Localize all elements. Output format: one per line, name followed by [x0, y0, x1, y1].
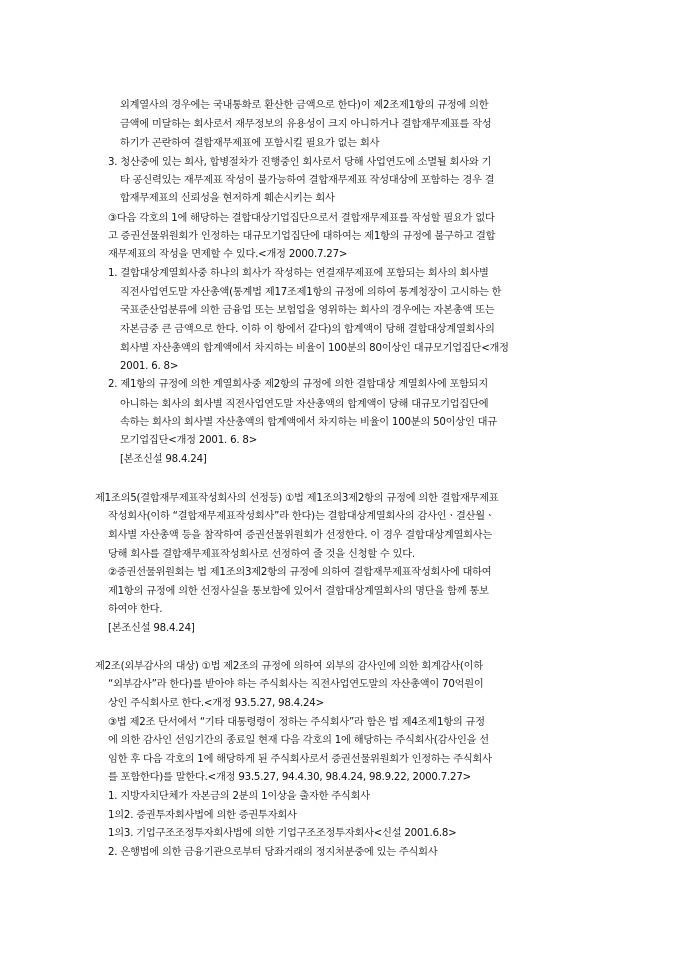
paragraph-start: ③법 제2조 단서에서 “기타 대통령령이 정하는 주식회사”라 함은 법 제4조제1항의 규정: [108, 716, 485, 728]
text-line: 작성회사(이하 “결합재무제표작성회사”라 한다)는 결합대상계열회사의 감사인ㆍ결산월ㆍ: [108, 511, 495, 522]
list-item: 1. 결합대상계열회사중 하나의 회사가 작성하는 연결재무제표에 포함되는 회사의 회사별: [108, 268, 489, 280]
list-item: 2. 은행법에 의한 금융기관으로부터 당좌거래의 정지처분중에 있는 주식회사: [108, 847, 438, 858]
text-line: 하여야 한다.: [108, 604, 163, 616]
text-line: 에 의한 감사인 선임기간의 종료일 현재 다음 각호의 1에 해당하는 주식회사(감사인을 선: [108, 735, 489, 747]
text-line: 당해 회사를 결합재무제표작성회사로 선정하여 줄 것을 신청할 수 있다.: [108, 548, 415, 560]
article-heading-line: 제1조의5(결합재무제표작성회사의 선정등) ①법 제1조의3제2항의 규정에 의한 결합재무제표: [95, 492, 499, 504]
note-line: [본조신설 98.4.24]: [108, 622, 195, 634]
text-line: 회사별 자산총액의 합계액에서 차지하는 비율이 100분의 80이상인 대규모기업집단<개정: [120, 342, 509, 354]
text-line: 자본금중 큰 금액으로 한다. 이하 이 항에서 같다)의 합계액이 당해 결합대상계열회사의: [120, 324, 495, 336]
text-line: 회사별 자산총액 등을 참작하여 증권선물위원회가 선정한다. 이 경우 결합대상계열회사는: [108, 530, 493, 542]
text-line: 를 포함한다)를 말한다.<개정 93.5.27, 94.4.30, 98.4.24, 98.9.22, 2000.7.27>: [108, 772, 471, 783]
text-line: 타 공신력있는 재무제표 작성이 불가능하여 결합재무제표 작성대상에 포함하는 경우 결: [120, 175, 495, 186]
text-line: 재무제표의 작성을 면제할 수 있다.<개정 2000.7.27>: [108, 249, 348, 261]
list-item: 3. 청산중에 있는 회사, 합병절차가 진행중인 회사로서 당해 사업연도에 소멸될 회사와 기: [108, 156, 492, 168]
text-line: 직전사업연도말 자산총액(통계법 제17조제1항의 규정에 의하여 통계청장이 고시하는 한: [120, 286, 502, 298]
list-item: 1의3. 기업구조조정투자회사법에 의한 기업구조조정투자회사<신설 2001.6.8>: [108, 827, 457, 839]
list-item: 1. 지방자치단체가 자본금의 2분의 1이상을 출자한 주식회사: [108, 791, 370, 803]
text-line: 임한 후 다음 각호의 1에 해당하게 된 주식회사로서 증권선물위원회가 인정하는 주식회사: [108, 753, 492, 765]
paragraph-start: ②증권선물위원회는 법 제1조의3제2항의 규정에 의하여 결합재무제표작성회사에 대하여: [108, 566, 492, 578]
text-line: 금액에 미달하는 회사로서 재무정보의 유용성이 크지 아니하거나 결합재무제표를 작성: [120, 119, 492, 131]
text-line: 국표준산업분류에 의한 금융업 또는 보험업을 영위하는 회사의 경우에는 자본총액 또는: [120, 305, 495, 317]
text-line: 제1항의 규정에 의한 선정사실을 통보함에 있어서 결합대상계열회사의 명단을 함께 통보: [108, 586, 489, 597]
text-line: 하기가 곤란하여 결합재무제표에 포함시킬 필요가 없는 회사: [120, 137, 380, 149]
text-line: 모기업집단<개정 2001. 6. 8>: [120, 435, 258, 447]
text-line: “외부감사”라 한다)를 받아야 하는 주식회사는 직전사업연도말의 자산총액이 70억원이: [108, 679, 484, 691]
paragraph-start: ③다음 각호의 1에 해당하는 결합대상기업집단으로서 결합재무제표를 작성할 필요가 없다: [108, 212, 495, 224]
article-heading-line: 제2조(외부감사의 대상) ①법 제2조의 규정에 의하여 외부의 감사인에 의한 회계감사(이하: [95, 661, 483, 672]
text-line: 합재무제표의 신뢰성을 현저하게 훼손시키는 회사: [120, 193, 335, 205]
list-item: 1의2. 증권투자회사법에 의한 증권투자회사: [108, 809, 297, 821]
list-item: 2. 제1항의 규정에 의한 계열회사중 제2항의 규정에 의한 결합대상 계열회사에 포함되지: [108, 379, 489, 391]
text-line: 속하는 회사의 회사별 자산총액의 합계액에서 차지하는 비율이 100분의 50이상인 대규: [120, 416, 497, 428]
text-line: 외계열사의 경우에는 국내통화로 환산한 금액으로 한다)이 제2조제1항의 규정에 의한: [120, 100, 489, 111]
text-line: 상인 주식회사로 한다.<개정 93.5.27, 98.4.24>: [108, 697, 324, 709]
text-line: 아니하는 회사의 회사별 직전사업연도말 자산총액의 합계액이 당해 대규모기업집단에: [120, 398, 489, 410]
text-line: 2001. 6. 8>: [120, 361, 179, 372]
note-line: [본조신설 98.4.24]: [120, 454, 207, 466]
text-line: 고 증권선물위원회가 인정하는 대규모기업집단에 대하여는 제1항의 규정에 불구하고 결합: [108, 230, 496, 242]
